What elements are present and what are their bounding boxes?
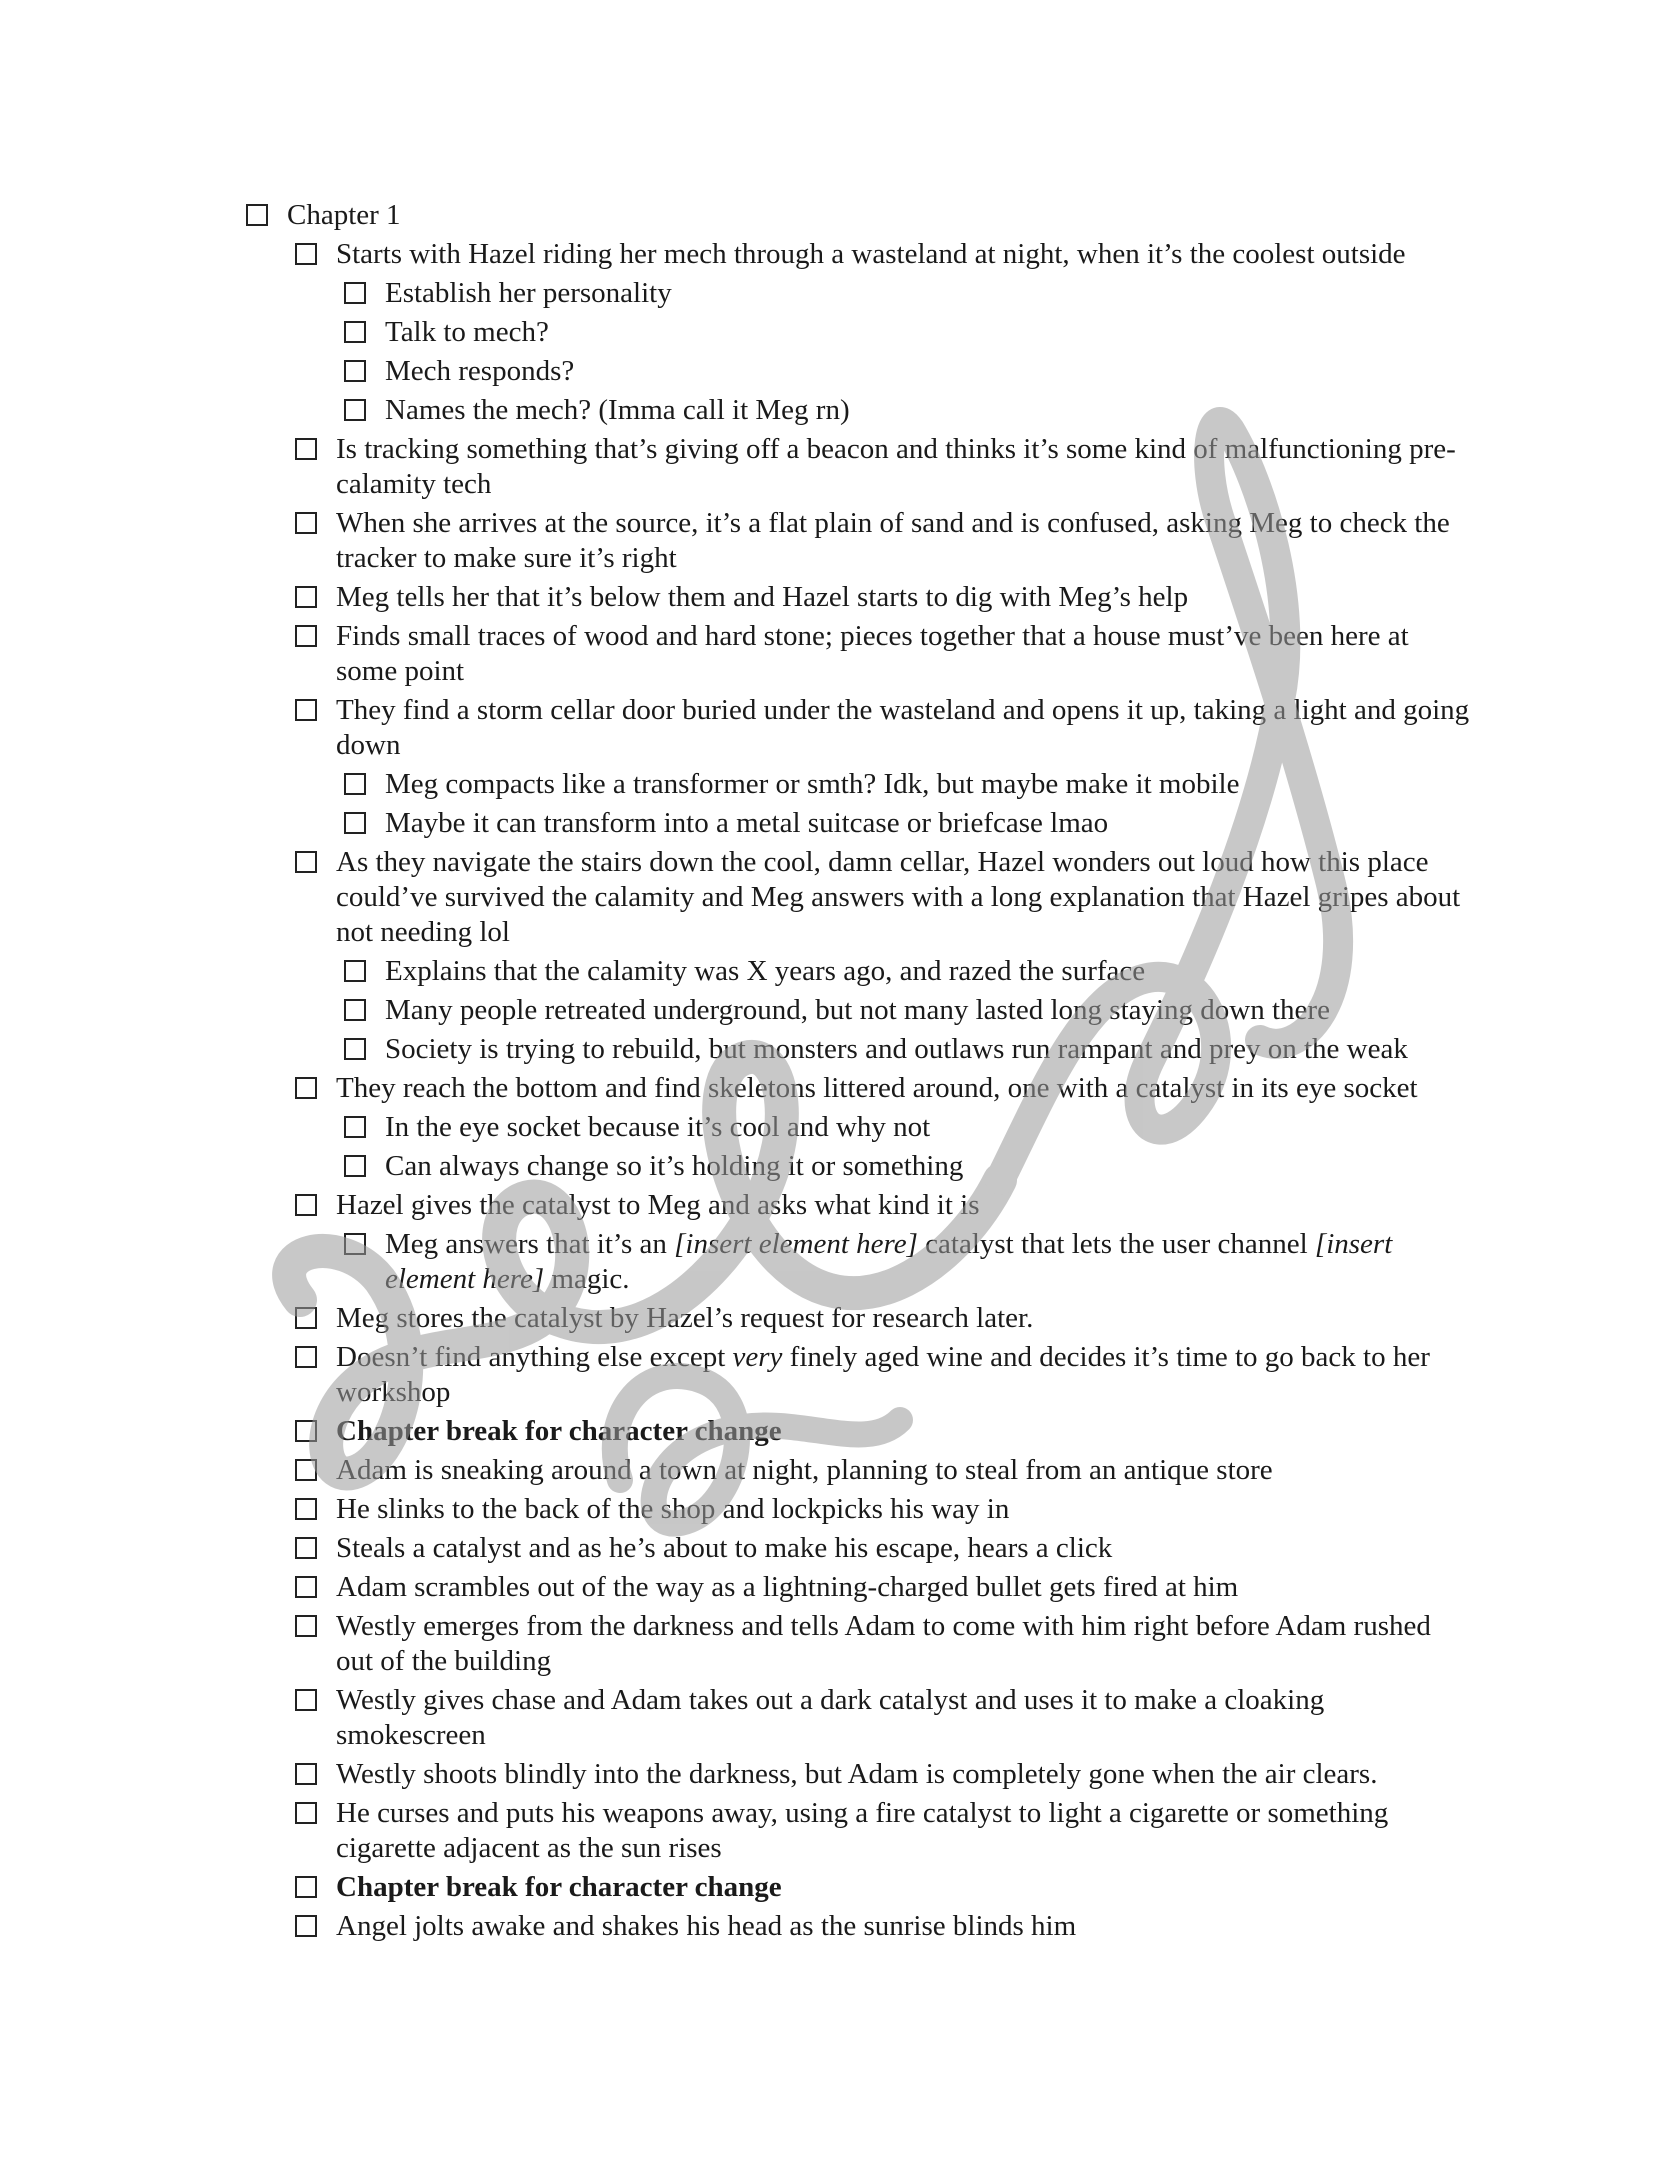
text-segment: catalyst that lets the user channel [917,1228,1315,1260]
item-text: Angel jolts awake and shakes his head as the sunrise blinds him [336,1910,1077,1942]
chapter-item [246,198,1466,233]
checkbox[interactable] [344,282,366,304]
outline-subitem [344,806,1474,841]
item-text: Chapter break for character change [336,1871,782,1903]
checkbox[interactable] [295,1459,317,1481]
outline-item [295,1453,1475,1488]
outline-item [295,432,1475,502]
checkbox[interactable] [295,1615,317,1637]
checkbox[interactable] [344,1233,366,1255]
outline-subitem [344,354,1474,389]
item-text: Meg compacts like a transformer or smth? Idk, but maybe make it mobile [385,768,1240,800]
item-text: Westly emerges from the darkness and tells Adam to come with him right before Adam rushed out of the building [336,1610,1431,1677]
italic-text: [insert element here] [385,1228,1393,1295]
item-text: He slinks to the back of the shop and lockpicks his way in [336,1493,1010,1525]
item-text: In the eye socket because it’s cool and why not [385,1111,931,1143]
outline-item [295,693,1475,763]
checkbox[interactable] [295,1537,317,1559]
checkbox[interactable] [295,243,317,265]
text-segment: Meg answers that it’s an [385,1228,675,1260]
checkbox[interactable] [344,321,366,343]
checkbox[interactable] [344,999,366,1021]
outline-item [295,1683,1475,1753]
outline-item [295,845,1475,950]
text-segment: magic. [544,1263,630,1295]
outline-subitem [344,1032,1474,1067]
item-text [385,1227,1474,1297]
item-text: Westly shoots blindly into the darkness, but Adam is completely gone when the air clears. [336,1758,1378,1790]
checkbox[interactable] [246,204,268,226]
item-text: Maybe it can transform into a metal suitcase or briefcase lmao [385,807,1109,839]
checkbox[interactable] [344,773,366,795]
checkbox[interactable] [295,699,317,721]
outline-subitem [344,1149,1474,1184]
checkbox[interactable] [295,1763,317,1785]
outline-item [295,506,1475,576]
checkbox[interactable] [295,1689,317,1711]
outline-subitem [344,393,1474,428]
checkbox[interactable] [295,512,317,534]
item-text: Many people retreated underground, but not many lasted long staying down there [385,994,1330,1026]
item-text: Meg stores the catalyst by Hazel’s request for research later. [336,1302,1034,1334]
item-text: Chapter 1 [287,199,401,231]
outline-subitem [344,276,1474,311]
item-text: They reach the bottom and find skeletons littered around, one with a catalyst in its eye socket [336,1072,1418,1104]
item-text: Adam scrambles out of the way as a lightning-charged bullet gets fired at him [336,1571,1239,1603]
outline-item [295,1414,1475,1449]
outline-subitem [344,1227,1474,1297]
outline-item [295,1301,1475,1336]
item-text: Westly gives chase and Adam takes out a dark catalyst and uses it to make a cloaking smokescreen [336,1684,1325,1751]
outline-item [295,1188,1475,1223]
checkbox[interactable] [295,1802,317,1824]
checkbox[interactable] [344,812,366,834]
outline-item [295,1609,1475,1679]
italic-text: very [732,1341,783,1373]
item-text: Is tracking something that’s giving off a beacon and thinks it’s some kind of malfunctioning pre-calamity tech [336,433,1456,500]
checkbox[interactable] [295,1498,317,1520]
item-text: Hazel gives the catalyst to Meg and asks what kind it is [336,1189,980,1221]
item-text: Mech responds? [385,355,575,387]
checkbox[interactable] [295,625,317,647]
item-text: Society is trying to rebuild, but monsters and outlaws run rampant and prey on the weak [385,1033,1408,1065]
checkbox[interactable] [344,399,366,421]
checkbox[interactable] [295,1876,317,1898]
item-text: Can always change so it’s holding it or something [385,1150,964,1182]
checkbox[interactable] [295,1915,317,1937]
checkbox[interactable] [295,1307,317,1329]
outline-item [295,1909,1475,1944]
item-text: He curses and puts his weapons away, using a fire catalyst to light a cigarette or something cigarette adjacent as the sun rises [336,1797,1389,1864]
outline-item [295,619,1475,689]
checkbox[interactable] [295,851,317,873]
outline-subitem [344,1110,1474,1145]
item-text: Talk to mech? [385,316,549,348]
checkbox[interactable] [344,1038,366,1060]
item-text: Chapter break for character change [336,1415,782,1447]
checkbox[interactable] [295,1576,317,1598]
checkbox[interactable] [344,1155,366,1177]
item-text: Steals a catalyst and as he’s about to make his escape, hears a click [336,1532,1113,1564]
item-text: As they navigate the stairs down the cool, damn cellar, Hazel wonders out loud how this place could’ve survived the calamity and Meg answers with a long explanation that Hazel gripes about not needing lol [336,846,1461,948]
text-segment: finely aged wine and decides it’s time to go back to her workshop [336,1341,1430,1408]
item-text: Adam is sneaking around a town at night, planning to steal from an antique store [336,1454,1273,1486]
item-text: They find a storm cellar door buried under the wasteland and opens it up, taking a light and going down [336,694,1470,761]
checkbox[interactable] [295,1346,317,1368]
outline-item [295,1570,1475,1605]
outline-subitem [344,954,1474,989]
italic-text: [insert element here] [674,1228,918,1260]
text-segment: Doesn’t find anything else except [336,1341,733,1373]
item-text: Finds small traces of wood and hard stone; pieces together that a house must’ve been here at some point [336,620,1409,687]
checkbox[interactable] [344,960,366,982]
item-text: Establish her personality [385,277,672,309]
outline-subitem [344,767,1474,802]
outline-item [295,1071,1475,1106]
item-text [336,1340,1475,1410]
outline-item [295,580,1475,615]
item-text: Starts with Hazel riding her mech through a wasteland at night, when it’s the coolest outside [336,238,1406,270]
checkbox[interactable] [295,1194,317,1216]
outline-item [295,1531,1475,1566]
outline-item [295,1492,1475,1527]
checkbox[interactable] [295,1077,317,1099]
checkbox[interactable] [295,586,317,608]
item-text: Explains that the calamity was X years ago, and razed the surface [385,955,1146,987]
item-text: When she arrives at the source, it’s a flat plain of sand and is confused, asking Meg to check the tracker to make sure it’s right [336,507,1450,574]
outline-item [295,237,1475,272]
item-text: Meg tells her that it’s below them and Hazel starts to dig with Meg’s help [336,581,1189,613]
outline-item [295,1340,1475,1410]
outline-item [295,1796,1475,1866]
checkbox[interactable] [344,1116,366,1138]
checkbox[interactable] [344,360,366,382]
outline-subitem [344,315,1474,350]
outline-item [295,1757,1475,1792]
checkbox[interactable] [295,438,317,460]
item-text: Names the mech? (Imma call it Meg rn) [385,394,850,426]
outline-item [295,1870,1475,1905]
outline-subitem [344,993,1474,1028]
checkbox[interactable] [295,1420,317,1442]
